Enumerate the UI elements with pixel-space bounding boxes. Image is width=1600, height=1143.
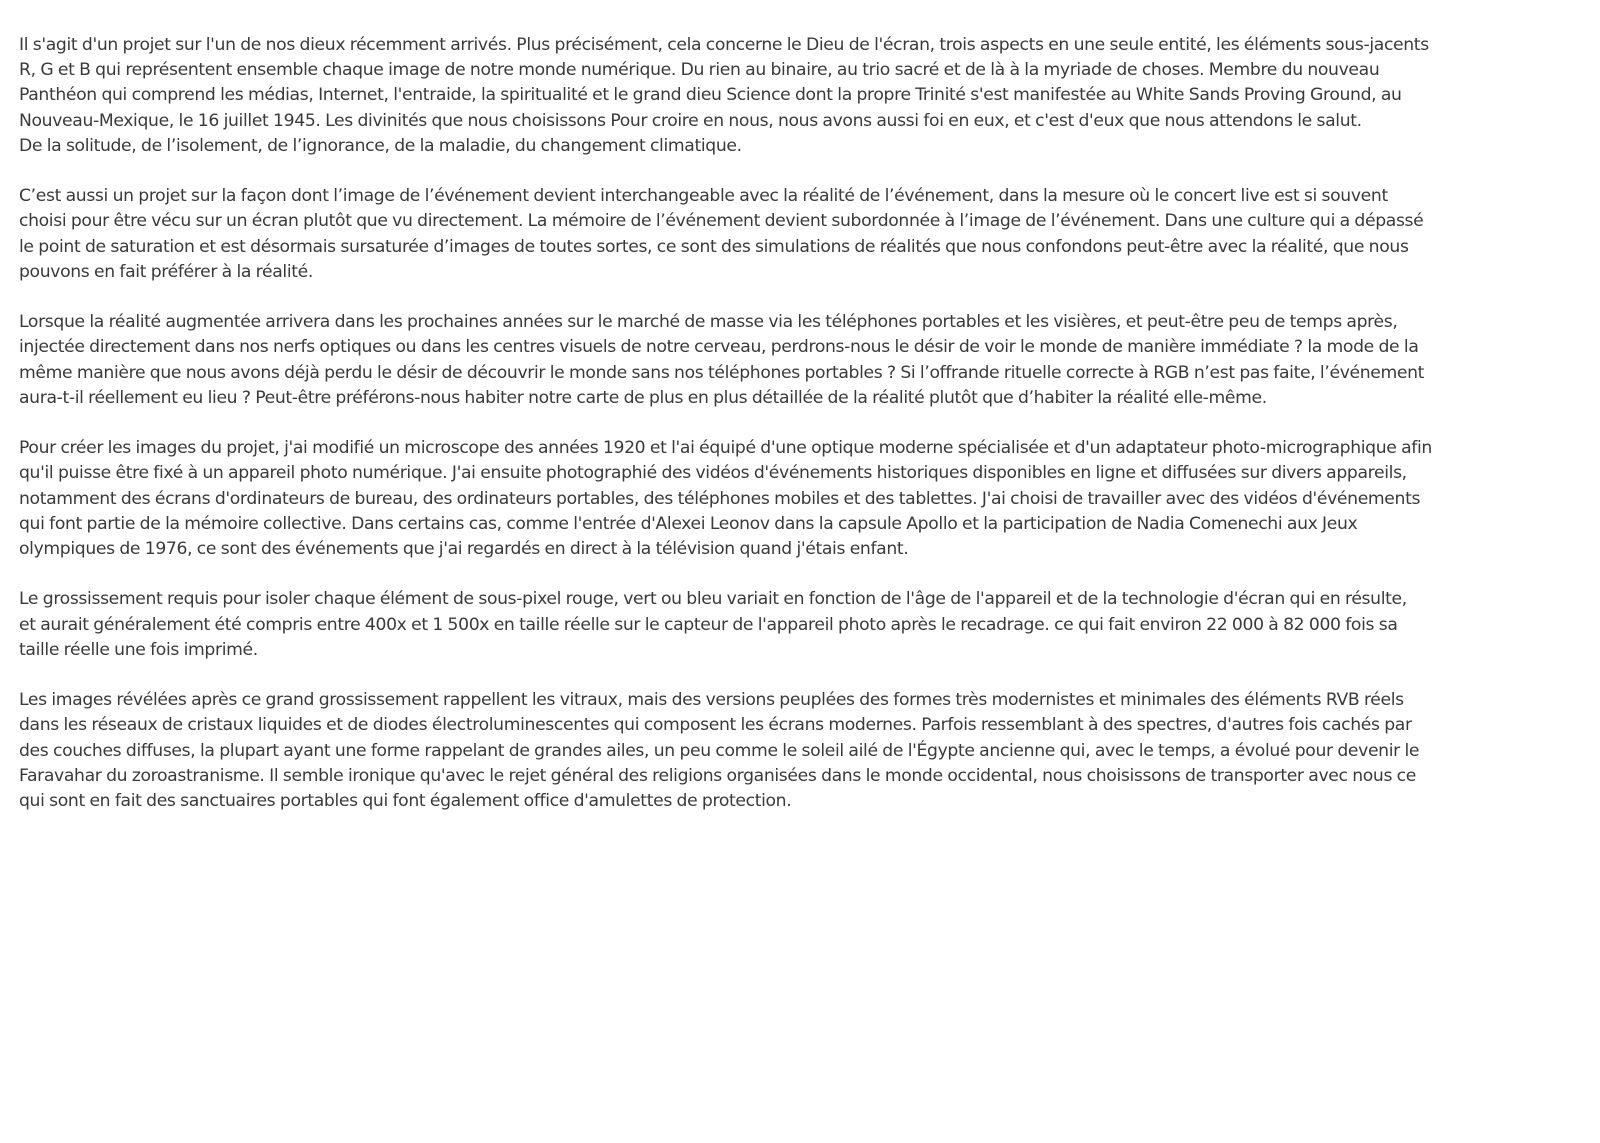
text-line: Panthéon qui comprend les médias, Internet, l'entraide, la spiritualité et le grand dieu Science dont la propre Trinité s'est manifestée au White Sands Proving Ground, au: [19, 85, 1402, 106]
text-line: Le grossissement requis pour isoler chaque élément de sous-pixel rouge, vert ou bleu variait en fonction de l'âge de l'appareil et de la technologie d'écran qui en résulte,: [19, 589, 1407, 610]
text-line: qui sont en fait des sanctuaires portables qui font également office d'amulettes de protection.: [19, 791, 792, 812]
paragraph-5: [19, 587, 1587, 663]
text-line: olympiques de 1976, ce sont des événements que j'ai regardés en direct à la télévision quand j'étais enfant.: [19, 539, 909, 560]
text-line: Les images révélées après ce grand grossissement rappellent les vitraux, mais des versions peuplées des formes très modernistes et minimales des éléments RVB réels: [19, 690, 1404, 711]
paragraph-2: [19, 184, 1587, 285]
text-line: aura-t-il réellement eu lieu ? Peut-être préférons-nous habiter notre carte de plus en plus détaillée de la réalité plutôt que d’habiter la réalité elle-même.: [19, 387, 1267, 408]
text-line: Lorsque la réalité augmentée arrivera dans les prochaines années sur le marché de masse via les téléphones portables et les visières, et peut-être peu de temps après,: [19, 312, 1398, 333]
text-line: qui font partie de la mémoire collective. Dans certains cas, comme l'entrée d'Alexei Leonov dans la capsule Apollo et la participation de Nadia Comenechi aux Jeux: [19, 513, 1358, 534]
paragraph-1: [19, 33, 1587, 159]
paragraph-4: [19, 436, 1587, 562]
text-line: notamment des écrans d'ordinateurs de bureau, des ordinateurs portables, des téléphones mobiles et des tablettes. J'ai choisi de travailler avec des vidéos d'événements: [19, 488, 1421, 509]
text-line: Il s'agit d'un projet sur l'un de nos dieux récemment arrivés. Plus précisément, cela concerne le Dieu de l'écran, trois aspects en une seule entité, les éléments sous-jacents: [19, 35, 1429, 55]
text-line: pouvons en fait préférer à la réalité.: [19, 261, 313, 282]
document-body: [19, 33, 1587, 839]
text-line: choisi pour être vécu sur un écran plutôt que vu directement. La mémoire de l’événement devient subordonnée à l’image de l’événement. Dans une culture qui a dépassé: [19, 211, 1424, 232]
text-line: Faravahar du zoroastranisme. Il semble ironique qu'avec le rejet général des religions organisées dans le monde occidental, nous choisissons de transporter avec nous ce: [19, 765, 1416, 786]
text-line: qu'il puisse être fixé à un appareil photo numérique. J'ai ensuite photographié des vidéos d'événements historiques disponibles en ligne et diffusées sur divers appareils,: [19, 463, 1407, 484]
text-line: le point de saturation et est désormais sursaturée d’images de toutes sortes, ce sont des simulations de réalités que nous confondons peut-être avec la réalité, que nous: [19, 236, 1409, 257]
paragraph-6: [19, 688, 1587, 814]
text-line: De la solitude, de l’isolement, de l’ignorance, de la maladie, du changement climatique.: [19, 135, 742, 156]
text-line: R, G et B qui représentent ensemble chaque image de notre monde numérique. Du rien au binaire, au trio sacré et de là à la myriade de choses. Membre du nouveau: [19, 60, 1380, 81]
text-line: C’est aussi un projet sur la façon dont l’image de l’événement devient interchangeable avec la réalité de l’événement, dans la mesure où le concert live est si souvent: [19, 186, 1388, 207]
text-line: dans les réseaux de cristaux liquides et de diodes électroluminescentes qui composent les écrans modernes. Parfois ressemblant à des spectres, d'autres fois cachés par: [19, 715, 1412, 736]
text-line: des couches diffuses, la plupart ayant une forme rappelant de grandes ailes, un peu comme le soleil ailé de l'Égypte ancienne qui, avec le temps, a évolué pour devenir le: [19, 740, 1420, 761]
paragraph-3: [19, 310, 1587, 411]
text-line: injectée directement dans nos nerfs optiques ou dans les centres visuels de notre cerveau, perdrons-nous le désir de voir le monde de manière immédiate ? la mode de la: [19, 337, 1419, 358]
text-line: même manière que nous avons déjà perdu le désir de découvrir le monde sans nos téléphones portables ? Si l’offrande rituelle correcte à RGB n’est pas faite, l’événement: [19, 362, 1425, 383]
text-line: et aurait généralement été compris entre 400x et 1 500x en taille réelle sur le capteur de l'appareil photo après le recadrage. ce qui fait environ 22 000 à 82 000 fois sa: [19, 614, 1398, 635]
text-line: taille réelle une fois imprimé.: [19, 639, 258, 660]
text-line: Pour créer les images du projet, j'ai modifié un microscope des années 1920 et l'ai équipé d'une optique moderne spécialisée et d'un adaptateur photo-micrographique afin: [19, 438, 1432, 459]
text-line: Nouveau-Mexique, le 16 juillet 1945. Les divinités que nous choisissons Pour croire en nous, nous avons aussi foi en eux, et c'est d'eux que nous attendons le salut.: [19, 110, 1362, 131]
